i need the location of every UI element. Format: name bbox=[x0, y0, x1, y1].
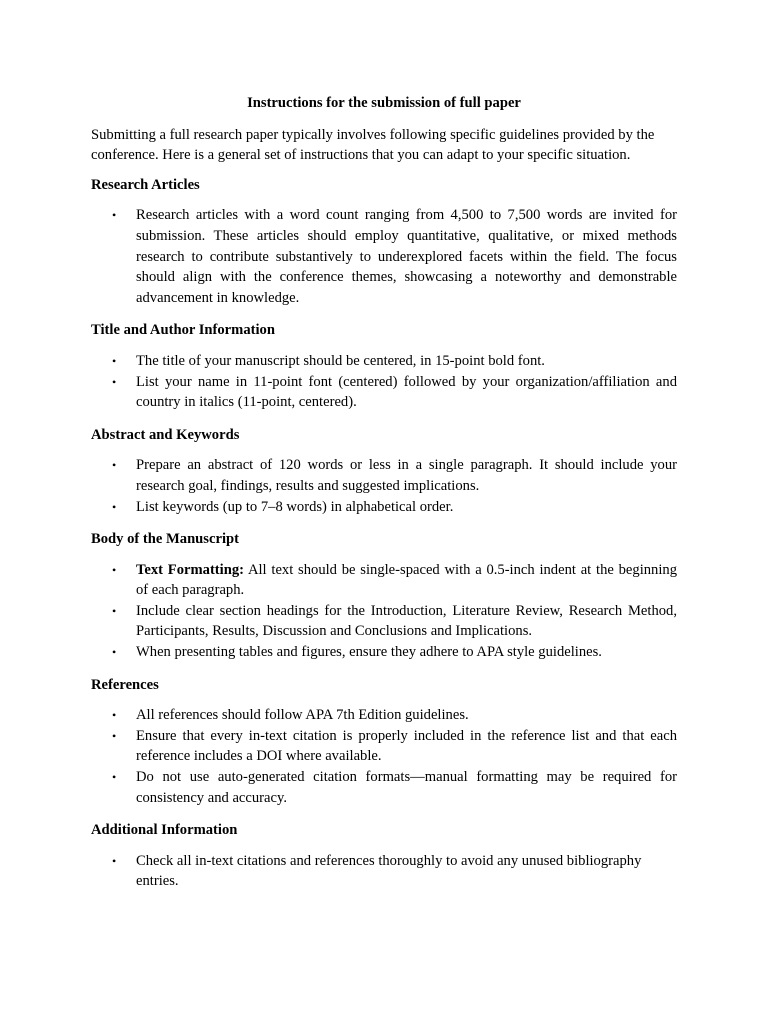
list-item bbox=[91, 560, 677, 601]
list-item-text: The title of your manuscript should be centered, in 15-point bold font. bbox=[136, 352, 545, 369]
list-item bbox=[91, 705, 677, 726]
section-heading-research-articles: Research Articles bbox=[91, 176, 200, 193]
bullet-icon: • bbox=[112, 770, 117, 785]
list-item bbox=[91, 351, 677, 372]
list-item-text: Research articles with a word count ranging from 4,500 to 7,500 words are invited for submission. These articles should employ quantitative, qualitative, or mixed methods research to contribute substantively to underexplored facets within the field. The focus should align with the conference themes, showcasing a noteworthy and demonstrable advancement in knowledge. bbox=[136, 207, 677, 306]
list-item-text: All text should be single-spaced with a 0.5-inch indent at the beginning of each paragraph. bbox=[136, 561, 677, 599]
list-item bbox=[91, 726, 677, 767]
title-author-list bbox=[91, 351, 677, 413]
abstract-keywords-list bbox=[91, 455, 677, 517]
list-item-text: List your name in 11-point font (centered) followed by your organization/affiliation and country in italics (11-point, centered). bbox=[136, 373, 677, 411]
list-item bbox=[91, 601, 677, 642]
additional-info-list bbox=[91, 851, 677, 892]
list-item-text: Include clear section headings for the Introduction, Literature Review, Research Method, Participants, Results, Discussion and Conclusions and Implications. bbox=[136, 602, 677, 640]
bullet-icon: • bbox=[112, 374, 117, 389]
research-articles-list bbox=[91, 205, 677, 308]
bullet-icon: • bbox=[112, 603, 117, 618]
bullet-icon: • bbox=[112, 708, 117, 723]
body-manuscript-list bbox=[91, 560, 677, 663]
bullet-icon: • bbox=[112, 853, 117, 868]
list-item bbox=[91, 205, 677, 308]
list-item-text: Prepare an abstract of 120 words or less in a single paragraph. It should include your research goal, findings, results and suggested implications. bbox=[136, 457, 677, 494]
list-item bbox=[91, 851, 677, 892]
section-heading-references: References bbox=[91, 676, 159, 693]
bullet-icon: • bbox=[112, 728, 117, 743]
bullet-icon: • bbox=[112, 458, 117, 473]
list-item-text: Do not use auto-generated citation formats—manual formatting may be required for consistency and accuracy. bbox=[136, 769, 677, 806]
list-item-text: Check all in-text citations and references thoroughly to avoid any unused bibliography entries. bbox=[136, 852, 642, 890]
list-item bbox=[91, 497, 677, 518]
intro-paragraph: Submitting a full research paper typically involves following specific guidelines provided by the conference. Here is a general set of instructions that you can adapt to your specific situation. bbox=[91, 126, 655, 164]
section-heading-abstract-keywords: Abstract and Keywords bbox=[91, 426, 240, 443]
list-item bbox=[91, 372, 677, 413]
section-heading-additional-info: Additional Information bbox=[91, 822, 238, 839]
bullet-icon: • bbox=[112, 562, 117, 577]
list-item bbox=[91, 455, 677, 496]
bullet-icon: • bbox=[112, 645, 117, 660]
bullet-icon: • bbox=[112, 353, 117, 368]
list-item-text: Ensure that every in-text citation is properly included in the reference list and that each reference includes a DOI where available. bbox=[136, 727, 677, 765]
bullet-icon: • bbox=[112, 499, 117, 514]
list-item-text: When presenting tables and figures, ensure they adhere to APA style guidelines. bbox=[136, 644, 602, 661]
list-item-label: Text Formatting: bbox=[136, 561, 244, 578]
list-item-text: All references should follow APA 7th Edition guidelines. bbox=[136, 707, 469, 724]
document-page bbox=[91, 93, 677, 904]
list-item bbox=[91, 642, 677, 663]
section-heading-title-author: Title and Author Information bbox=[91, 322, 275, 339]
references-list bbox=[91, 705, 677, 808]
section-heading-body-manuscript: Body of the Manuscript bbox=[91, 531, 239, 548]
bullet-icon: • bbox=[112, 208, 117, 223]
document-title: Instructions for the submission of full paper bbox=[247, 95, 521, 111]
list-item bbox=[91, 767, 677, 808]
list-item-text: List keywords (up to 7–8 words) in alphabetical order. bbox=[136, 498, 454, 515]
